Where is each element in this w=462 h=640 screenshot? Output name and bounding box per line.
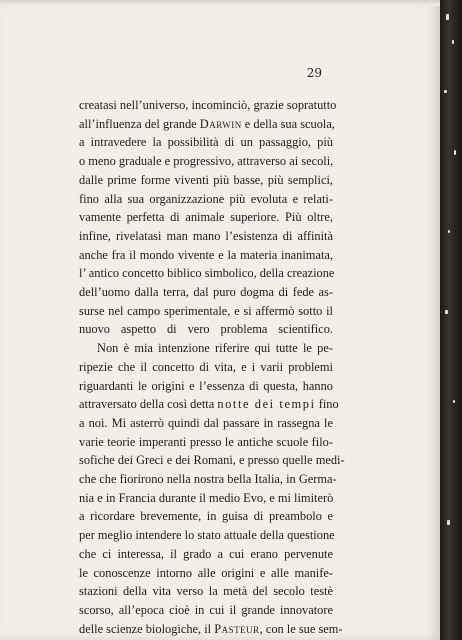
text-line: a ricordare brevemente, in guisa di preambolo e — [79, 509, 333, 524]
text-line: che ci interessa, il grado a cui erano pervenute — [79, 546, 333, 561]
text-line: a intravedere la possibilità di un passaggio, più — [79, 135, 333, 150]
page-number: 29 — [306, 66, 322, 80]
text-line: dell’uomo dalla terra, dal puro dogma di fede as- — [79, 285, 333, 300]
text-line: Non è mia intenzione riferire qui tutte le pe- — [97, 341, 333, 356]
text-line: le conoscenze intorno alle origini e alle manife- — [79, 565, 333, 580]
text-line: nuovo aspetto di vero problema scientifico. — [79, 322, 333, 337]
text-line: scorso, all’epoca cioè in cui il grande innovatore — [79, 602, 333, 617]
text-line: per meglio intendere lo stato attuale della questione — [79, 528, 335, 543]
page-top-edge — [0, 0, 440, 6]
text-line: o meno graduale e progressivo, attraverso ai secoli, — [79, 154, 334, 169]
text-line: dalle prime forme viventi più basse, più semplici, — [79, 172, 333, 187]
text-line: riguardanti le origini e l’essenza di questa, hanno — [79, 378, 333, 393]
text-line: stazioni della vita verso la metà del secolo testè — [79, 584, 333, 599]
text-line: attraversato della così detta notte dei tempi fino — [79, 397, 339, 412]
text-line: surse nel campo sperimentale, e si affermò sotto il — [79, 303, 333, 318]
text-line: l’ antico concetto biblico simbolico, della creazione — [79, 266, 335, 281]
text-line: all’influenza del grande Darwin e della sua scuola, — [79, 116, 335, 131]
text-line: che che fiorirono nella nostra bella Italia, in Germa- — [79, 472, 337, 487]
book-spine-edge — [440, 0, 462, 640]
body-text — [79, 96, 345, 638]
text-line: varie teorie imperanti presso le antiche scuole filo- — [79, 434, 333, 449]
text-line: anche fra il mondo vivente e la materia inanimata, — [79, 247, 333, 262]
text-line: nia e in Francia durante il medio Evo, e mi limiterò — [79, 490, 334, 505]
text-line: fino alla sua organizzazione più evoluta e relati- — [79, 191, 333, 206]
text-line: vamente perfetta di animale superiore. Più oltre, — [79, 210, 333, 225]
text-line: a noi. Mi asterrò quindi dal passare in rassegna le — [79, 415, 333, 430]
text-line: infine, rivelatasi man mano l’esistenza di affinità — [79, 228, 333, 243]
text-line: sofiche dei Greci e dei Romani, e presso quelle medi- — [79, 453, 345, 468]
text-line: ripezie che il concetto di vita, e i varii problemi — [79, 359, 333, 374]
text-line: delle scienze biologiche, il Pasteur, con le sue sem- — [79, 621, 343, 636]
text-line: creatasi nell’universo, incominciò, grazie sopratutto — [79, 98, 337, 112]
